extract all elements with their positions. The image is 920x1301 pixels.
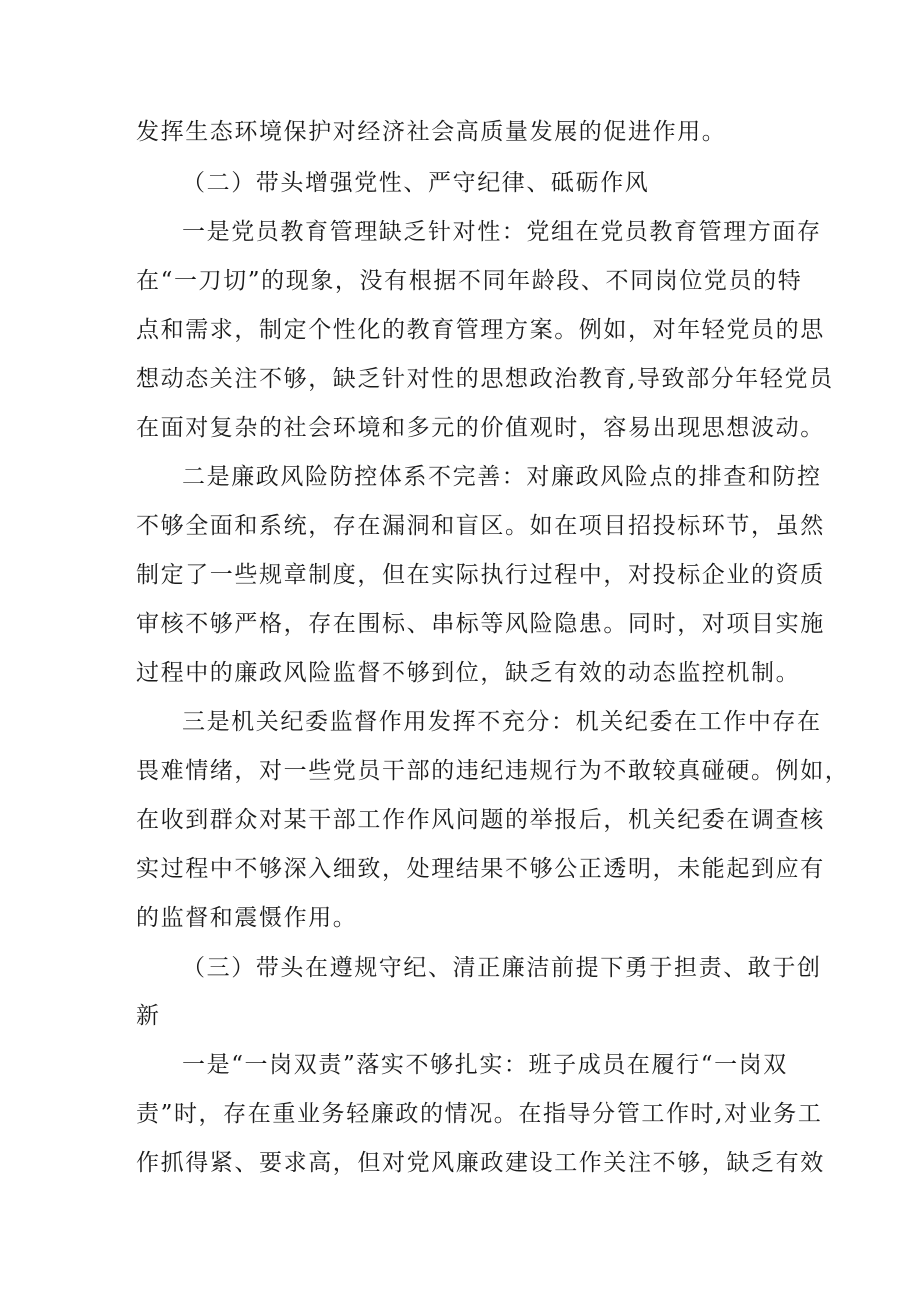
section-heading: （二）带头增强党性、严守纪律、砥砺作风 bbox=[182, 170, 650, 196]
body-text-line: 点和需求，制定个性化的教育管理方案。例如，对年轻党员的思 bbox=[136, 317, 825, 343]
body-text-line: 不够全面和系统，存在漏洞和盲区。如在项目招投标环节，虽然 bbox=[136, 513, 825, 539]
body-text-line: 想动态关注不够，缺乏针对性的思想政治教育,导致部分年轻党员 bbox=[136, 366, 834, 392]
section-heading: （三）带头在遵规守纪、清正廉洁前提下勇于担责、敢于创 bbox=[182, 955, 822, 981]
body-text-line: 作抓得紧、要求高，但对党风廉政建设工作关注不够，缺乏有效 bbox=[136, 1150, 825, 1176]
body-text-line: 的监督和震慑作用。 bbox=[136, 905, 358, 931]
section-heading-continuation: 新 bbox=[136, 1003, 161, 1029]
body-text-line: 二是廉政风险防控体系不完善：对廉政风险点的排查和防控 bbox=[182, 464, 822, 490]
body-text-line: 制定了一些规章制度，但在实际执行过程中，对投标企业的资质 bbox=[136, 562, 825, 588]
body-text-line: 在收到群众对某干部工作作风问题的举报后，机关纪委在调查核 bbox=[136, 807, 825, 833]
body-text-line: 畏难情绪，对一些党员干部的违纪违规行为不敢较真碰硬。例如， bbox=[136, 758, 850, 784]
body-text-line: 发挥生态环境保护对经济社会高质量发展的促进作用。 bbox=[136, 119, 727, 145]
body-text-line: 一是“一岗双责”落实不够扎实：班子成员在履行“一岗双 bbox=[182, 1052, 788, 1078]
body-text-line: 审核不够严格，存在围标、串标等风险隐患。同时，对项目实施 bbox=[136, 611, 825, 637]
body-text-line: 过程中的廉政风险监督不够到位，缺乏有效的动态监控机制。 bbox=[136, 660, 801, 686]
body-text-line: 实过程中不够深入细致，处理结果不够公正透明，未能起到应有 bbox=[136, 856, 825, 882]
body-text-line: 在面对复杂的社会环境和多元的价值观时，容易出现思想波动。 bbox=[136, 415, 825, 441]
body-text-line: 三是机关纪委监督作用发挥不充分：机关纪委在工作中存在 bbox=[182, 709, 822, 735]
body-text-line: 一是党员教育管理缺乏针对性：党组在党员教育管理方面存 bbox=[182, 219, 822, 245]
body-text-line: 在“一刀切”的现象，没有根据不同年龄段、不同岗位党员的特 bbox=[136, 268, 803, 294]
body-text-line: 责”时，存在重业务轻廉政的情况。在指导分管工作时,对业务工 bbox=[136, 1101, 823, 1127]
